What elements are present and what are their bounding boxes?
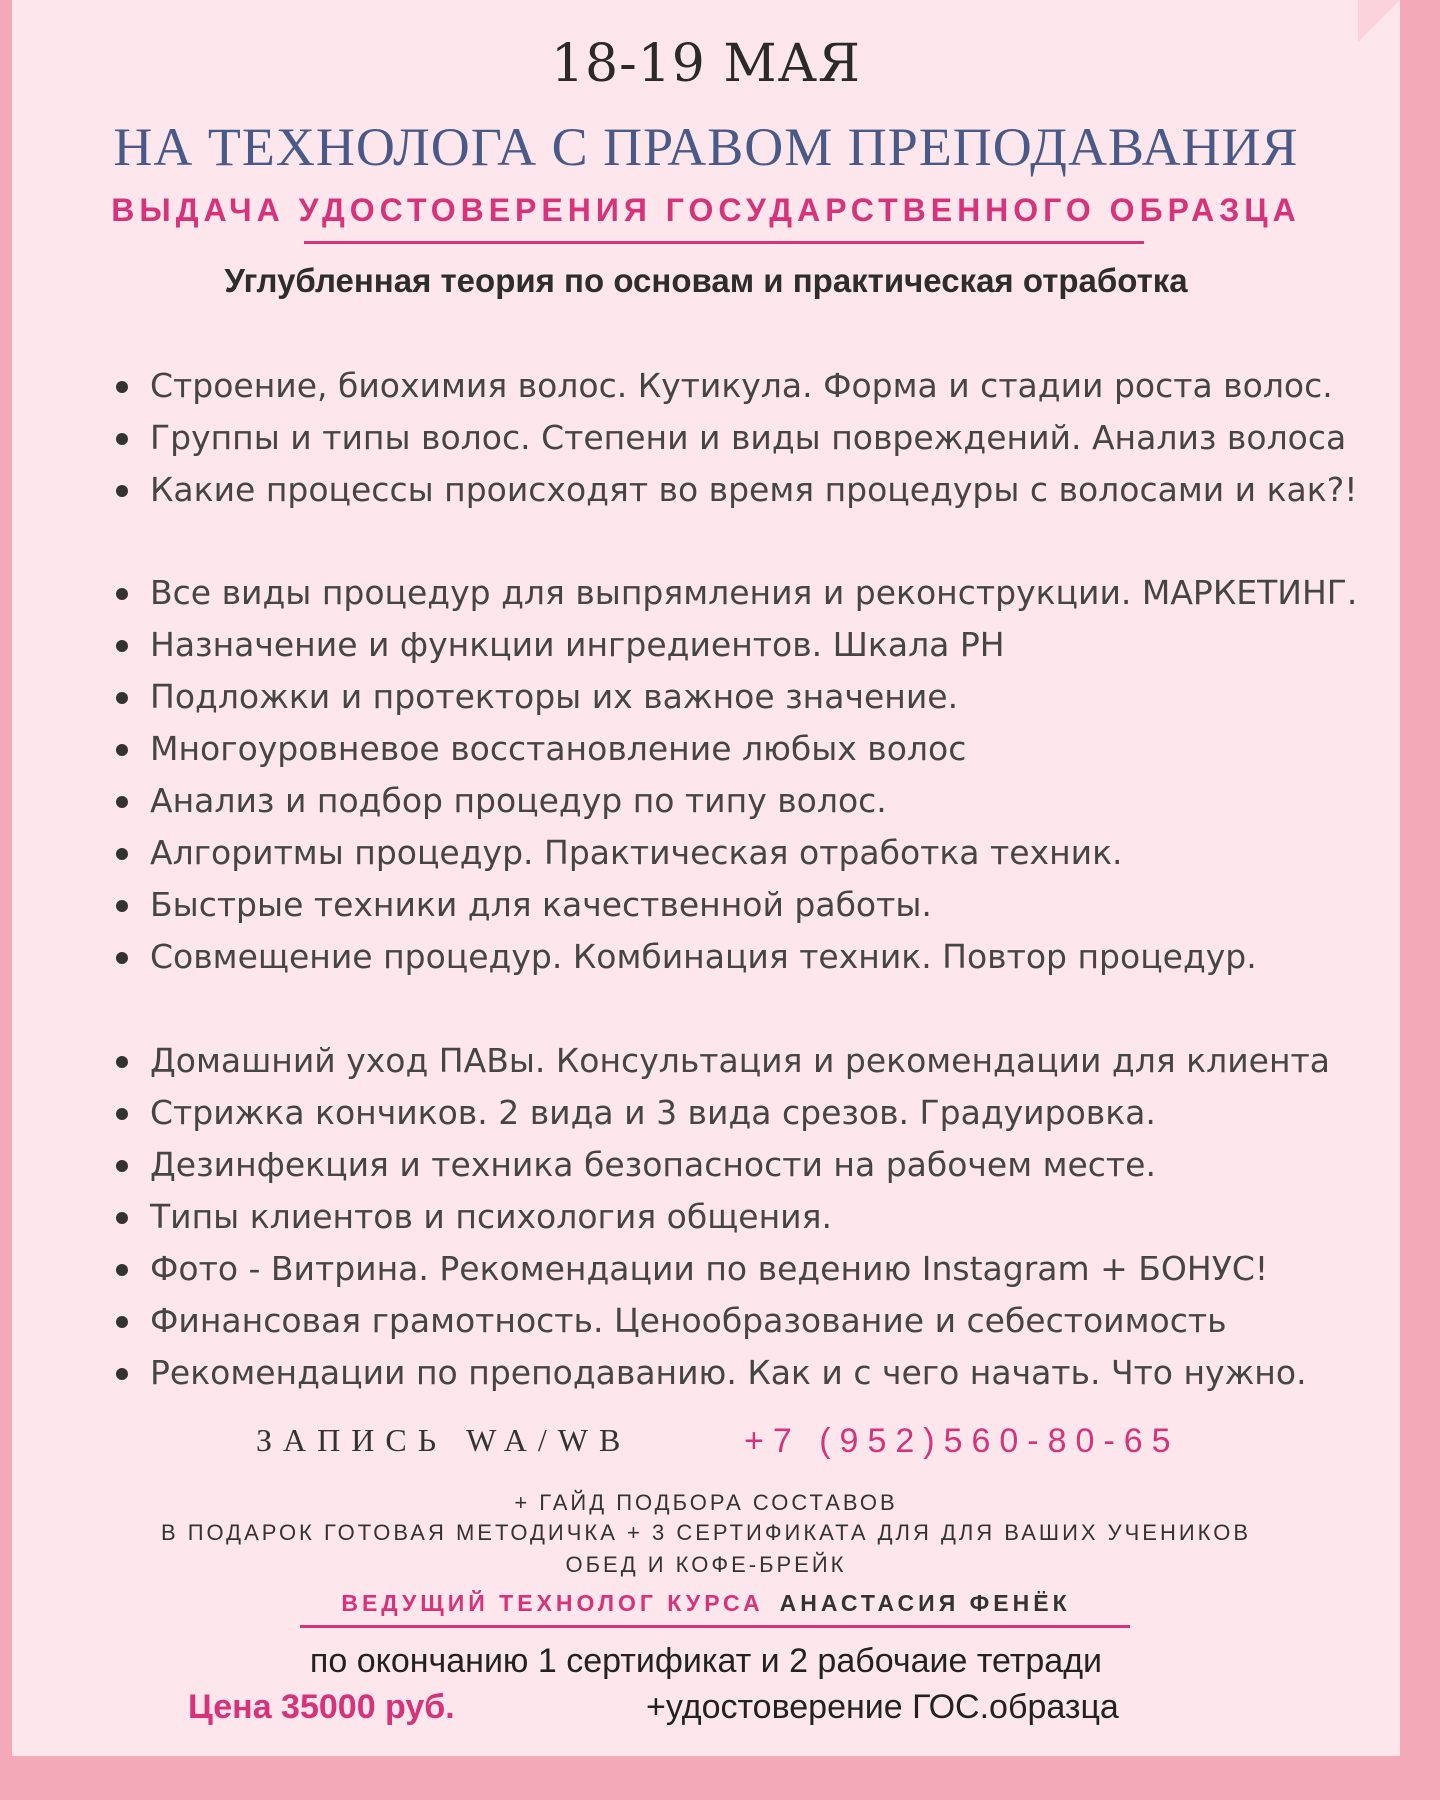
- price-label: Цена 35000 руб.: [188, 1688, 455, 1726]
- flyer-paper: [12, 0, 1400, 1756]
- gift-line-3: ОБЕД И КОФЕ-БРЕЙК: [565, 1552, 847, 1577]
- course-date: 18-19 МАЯ: [550, 34, 862, 94]
- certificate-extra: +удостоверение ГОС.образца: [646, 1688, 1119, 1726]
- certificate-heading: ВЫДАЧА УДОСТОВЕРЕНИЯ ГОСУДАРСТВЕННОГО ОБРАЗЦА: [111, 192, 1301, 228]
- signup-label: ЗАПИСЬ WA/WB: [256, 1422, 632, 1458]
- course-subtitle: НА ТЕХНОЛОГА С ПРАВОМ ПРЕПОДАВАНИЯ: [113, 117, 1299, 177]
- gift-line-2: В ПОДАРОК ГОТОВАЯ МЕТОДИЧКА + 3 СЕРТИФИКАТА ДЛЯ ДЛЯ ВАШИХ УЧЕНИКОВ: [160, 1520, 1252, 1545]
- list-item: Быстрые техники для качественной работы.: [112, 879, 1372, 931]
- list-item: Строение, биохимия волос. Кутикула. Форма и стадии роста волос.: [112, 360, 1372, 412]
- list-item: Какие процессы происходят во время процедуры с волосами и как?!: [112, 464, 1372, 516]
- completion-info: по окончанию 1 сертификат и 2 рабочаие тетради: [309, 1642, 1103, 1680]
- list-item: Типы клиентов и психология общения.: [112, 1191, 1372, 1243]
- list-item: Алгоритмы процедур. Практическая отработка техник.: [112, 827, 1372, 879]
- list-item: Фото - Витрина. Рекомендации по ведению Instagram + БОНУС!: [112, 1243, 1372, 1295]
- phone-number[interactable]: +7 (952)560-80-65: [744, 1422, 1180, 1460]
- topic-list-group-2: [112, 567, 1372, 983]
- lead-underline: [300, 1625, 1130, 1628]
- topic-list-group-3: [112, 1035, 1372, 1399]
- intro-heading: Углубленная теория по основам и практическая отработка: [224, 262, 1188, 299]
- lead-label: ВЕДУЩИЙ ТЕХНОЛОГ КУРСА: [341, 1590, 764, 1616]
- list-item: Домашний уход ПАВы. Консультация и рекомендации для клиента: [112, 1035, 1372, 1087]
- list-item: Назначение и функции ингредиентов. Шкала PH: [112, 619, 1372, 671]
- lead-technologist: [12, 1590, 1400, 1617]
- list-item: Совмещение процедур. Комбинация техник. Повтор процедур.: [112, 931, 1372, 983]
- list-item: Стрижка кончиков. 2 вида и 3 вида срезов. Градуировка.: [112, 1087, 1372, 1139]
- topic-list-group-1: [112, 360, 1372, 516]
- list-item: Рекомендации по преподаванию. Как и с чего начать. Что нужно.: [112, 1347, 1372, 1399]
- list-item: Группы и типы волос. Степени и виды повреждений. Анализ волоса: [112, 412, 1372, 464]
- list-item: Все виды процедур для выпрямления и реконструкции. МАРКЕТИНГ.: [112, 567, 1372, 619]
- certificate-underline: [304, 241, 1144, 244]
- list-item: Подложки и протекторы их важное значение.: [112, 671, 1372, 723]
- list-item: Финансовая грамотность. Ценообразование и себестоимость: [112, 1295, 1372, 1347]
- list-item: Анализ и подбор процедур по типу волос.: [112, 775, 1372, 827]
- list-item: Многоуровневое восстановление любых волос: [112, 723, 1372, 775]
- gift-line-1: + ГАЙД ПОДБОРА СОСТАВОВ: [514, 1490, 898, 1515]
- list-item: Дезинфекция и техника безопасности на рабочем месте.: [112, 1139, 1372, 1191]
- lead-name: АНАСТАСИЯ ФЕНЁК: [779, 1590, 1071, 1616]
